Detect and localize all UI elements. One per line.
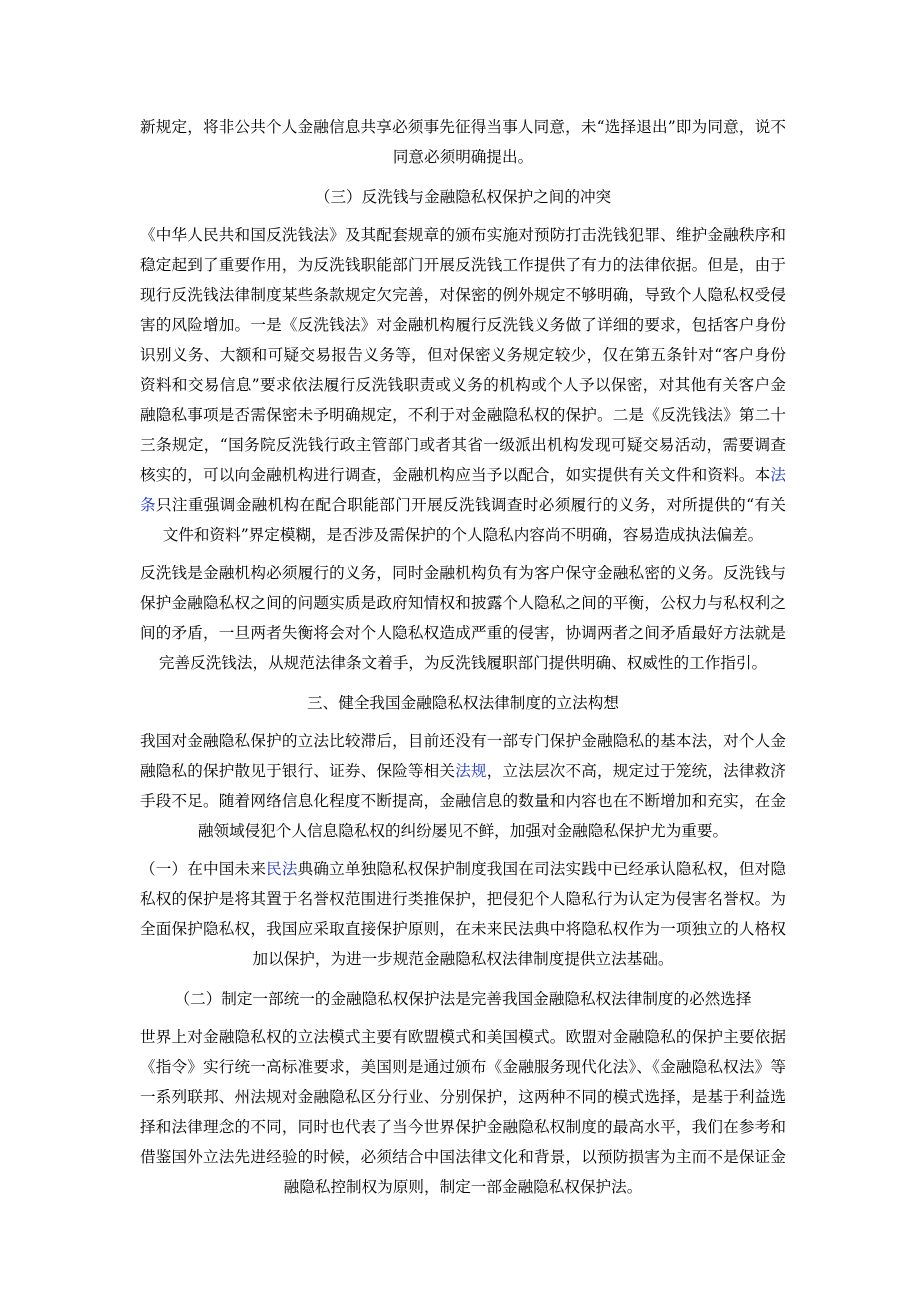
section-heading-unified-law-text: （二）制定一部统一的金融隐私权保护法是完善我国金融隐私权法律制度的必然选择 — [174, 990, 752, 1008]
paragraph-world-models-text: 世界上对金融隐私权的立法模式主要有欧盟模式和美国模式。欧盟对金融隐私的保护主要依据《指令》实行统一高标准要求，美国则是通过颁布《金融服务现代化法》、《金融隐私权法》等一系列联邦、州法规对金融隐私区分行业、分别保护，这两种不同的模式选择，是基于利益选择和法律理念的不同，同时也代表了当今世界保护金融隐私权制度的最高水平，我们在参考和借鉴国外立法先进经验的时候，必须结合中国法律文化和背景，以预防损害为主而不是保证金融隐私控制权为原则，制定一部金融隐私权保护法。 — [140, 1028, 786, 1196]
paragraph-aml-law-text-a: 《中华人民共和国反洗钱法》及其配套规章的颁布实施对预防打击洗钱犯罪、维护金融秩序和稳定起到了重要作用，为反洗钱职能部门开展反洗钱工作提供了有力的法律依据。但是，由于现行反洗钱法律制度某些条款规定欠完善，对保密的例外规定不够明确，导致个人隐私权受侵害的风险增加。一是《反洗钱法》对金融机构履行反洗钱义务做了详细的要求，包括客户身份识别义务、大额和可疑交易报告义务等，但对保密义务规定较少，仅在第五条针对“客户身份资料和交易信息”要求依法履行反洗钱职责或义务的机构或个人予以保密，对其他有关客户金融隐私事项是否需保密未予明确规定，不利于对金融隐私权的保护。二是《反洗钱法》第二十三条规定，“国务院反洗钱行政主管部门或者其省一级派出机构发现可疑交易活动，需要调查核实的，可以向金融机构进行调查，金融机构应当予以配合，如实提供有关文件和资料。本 — [140, 226, 786, 484]
section-heading-legislation — [140, 688, 786, 718]
paragraph-intro — [140, 112, 786, 172]
paragraph-civil-code-text-b: 典确立单独隐私权保护制度我国在司法实践中已经承认隐私权，但对隐私权的保护是将其置于名誉权范围进行类推保护，把侵犯个人隐私行为认定为侵害名誉权。为全面保护隐私权，我国应采取直接保护原则，在未来民法典中将隐私权作为一项独立的人格权加以保护，为进一步规范金融隐私权法律制度提供立法基础。 — [140, 860, 786, 968]
paragraph-aml-law-text-b: 只注重强调金融机构在配合职能部门开展反洗钱调查时必须履行的义务，对所提供的“有关文件和资料”界定模糊，是否涉及需保护的个人隐私内容尚不明确，容易造成执法偏差。 — [155, 496, 786, 544]
link-civil-law[interactable]: 民法 — [266, 860, 298, 878]
section-heading-unified-law — [140, 984, 786, 1014]
document-page — [140, 112, 786, 1202]
paragraph-aml-balance — [140, 558, 786, 678]
link-regulations[interactable]: 法规 — [455, 762, 487, 780]
paragraph-intro-text: 新规定，将非公共个人金融信息共享必须事先征得当事人同意，未“选择退出”即为同意，说不同意必须明确提出。 — [140, 118, 786, 166]
paragraph-legislation-text-a: 我国对金融隐私保护的立法比较滞后，目前还没有一部专门保护金融隐私的基本法，对个人金融隐私的保护散见于银行、证券、保险等相关 — [140, 732, 786, 780]
section-heading-legislation-text: 三、健全我国金融隐私权法律制度的立法构想 — [307, 694, 619, 712]
link-law-article[interactable]: 法条 — [140, 466, 786, 514]
paragraph-legislation-text-b: ，立法层次不高，规定过于笼统，法律救济手段不足。随着网络信息化程度不断提高，金融信息的数量和内容也在不断增加和充实，在金融领域侵犯个人信息隐私权的纠纷屡见不鲜，加强对金融隐私保护尤为重要。 — [140, 762, 786, 840]
paragraph-legislation — [140, 726, 786, 846]
paragraph-world-models — [140, 1022, 786, 1202]
section-heading-conflict — [140, 182, 786, 212]
paragraph-aml-law — [140, 220, 786, 550]
paragraph-civil-code — [140, 854, 786, 974]
paragraph-aml-balance-text: 反洗钱是金融机构必须履行的义务，同时金融机构负有为客户保守金融私密的义务。反洗钱与保护金融隐私权之间的问题实质是政府知情权和披露个人隐私之间的平衡，公权力与私权利之间的矛盾，一旦两者失衡将会对个人隐私权造成严重的侵害，协调两者之间矛盾最好方法就是完善反洗钱法，从规范法律条文着手，为反洗钱履职部门提供明确、权威性的工作指引。 — [140, 564, 786, 672]
section-heading-conflict-text: （三）反洗钱与金融隐私权保护之间的冲突 — [314, 188, 612, 206]
paragraph-civil-code-text-a: （一）在中国未来 — [140, 860, 267, 878]
